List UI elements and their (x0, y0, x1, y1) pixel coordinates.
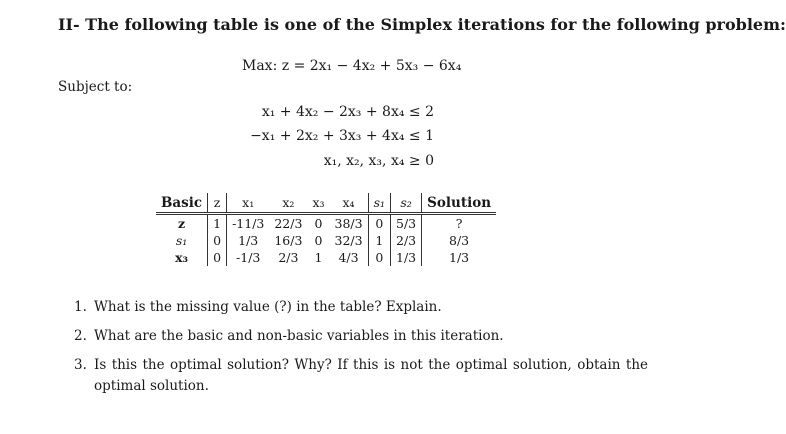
question-list (58, 297, 648, 405)
header-z: z (208, 193, 227, 214)
cell: -11/3 (227, 214, 270, 233)
question-text: What are the basic and non-basic variables in this iteration. (94, 328, 504, 344)
question-item (58, 297, 648, 318)
header-solution: Solution (422, 193, 496, 214)
header-s1: s₁ (368, 193, 390, 214)
cell: -1/3 (236, 250, 261, 265)
header-s2: s₂ (391, 193, 422, 214)
cell: 38/3 (330, 214, 369, 233)
question-number: 3. (74, 357, 87, 373)
question-text: What is the missing value (?) in the table? Explain. (94, 299, 442, 315)
cell: 32/3 (330, 232, 369, 249)
cell: 16/3 (274, 233, 303, 248)
cell: 0 (307, 214, 329, 233)
table-row (156, 249, 496, 266)
cell: 22/3 (269, 214, 307, 233)
table-header-row (156, 193, 496, 214)
row-s1-basic: s₁ (156, 232, 208, 249)
cell: 1/3 (238, 233, 259, 248)
cell: 2/3 (391, 232, 422, 249)
objective-function: Max: z = 2x₁ − 4x₂ + 5x₃ − 6x₄ (242, 58, 462, 74)
cell: 0 (314, 233, 323, 248)
question-number: 2. (74, 328, 87, 344)
cell: 5/3 (391, 214, 422, 233)
header-basic: Basic (156, 193, 208, 214)
question-number: 1. (74, 299, 87, 315)
missing-value-cell: ? (422, 214, 496, 233)
cell: 1/3 (391, 249, 422, 266)
table-row (156, 214, 496, 233)
subject-to-label: Subject to: (58, 79, 133, 95)
question-item (58, 355, 648, 397)
cell: 1 (314, 250, 323, 265)
cell: 8/3 (449, 233, 470, 248)
cell: 0 (208, 249, 227, 266)
row-x3-basic: x₃ (156, 249, 208, 266)
cell: 0 (208, 232, 227, 249)
header-x3: x₃ (307, 193, 329, 214)
question-item (58, 326, 648, 347)
problem-heading: II- The following table is one of the Simplex iterations for the following problem: (58, 15, 786, 34)
cell: 2/3 (278, 250, 299, 265)
constraint-2: −x₁ + 2x₂ + 3x₃ + 4x₄ ≤ 1 (250, 128, 434, 144)
question-text: Is this the optimal solution? Why? If this is not the optimal solution, obtain the optimal solution. (94, 357, 648, 394)
cell: 0 (368, 214, 390, 233)
nonnegativity-constraint: x₁, x₂, x₃, x₄ ≥ 0 (323, 153, 434, 169)
cell: 1 (368, 232, 390, 249)
table-row (156, 232, 496, 249)
header-x1: x₁ (227, 193, 270, 214)
simplex-table (156, 193, 496, 266)
cell: 0 (368, 249, 390, 266)
header-x2: x₂ (269, 193, 307, 214)
constraint-1: x₁ + 4x₂ − 2x₃ + 8x₄ ≤ 2 (261, 104, 434, 120)
cell: 1 (208, 214, 227, 233)
header-x4: x₄ (330, 193, 369, 214)
cell: 1/3 (449, 250, 470, 265)
cell: 4/3 (330, 249, 369, 266)
row-z-basic: z (156, 214, 208, 233)
